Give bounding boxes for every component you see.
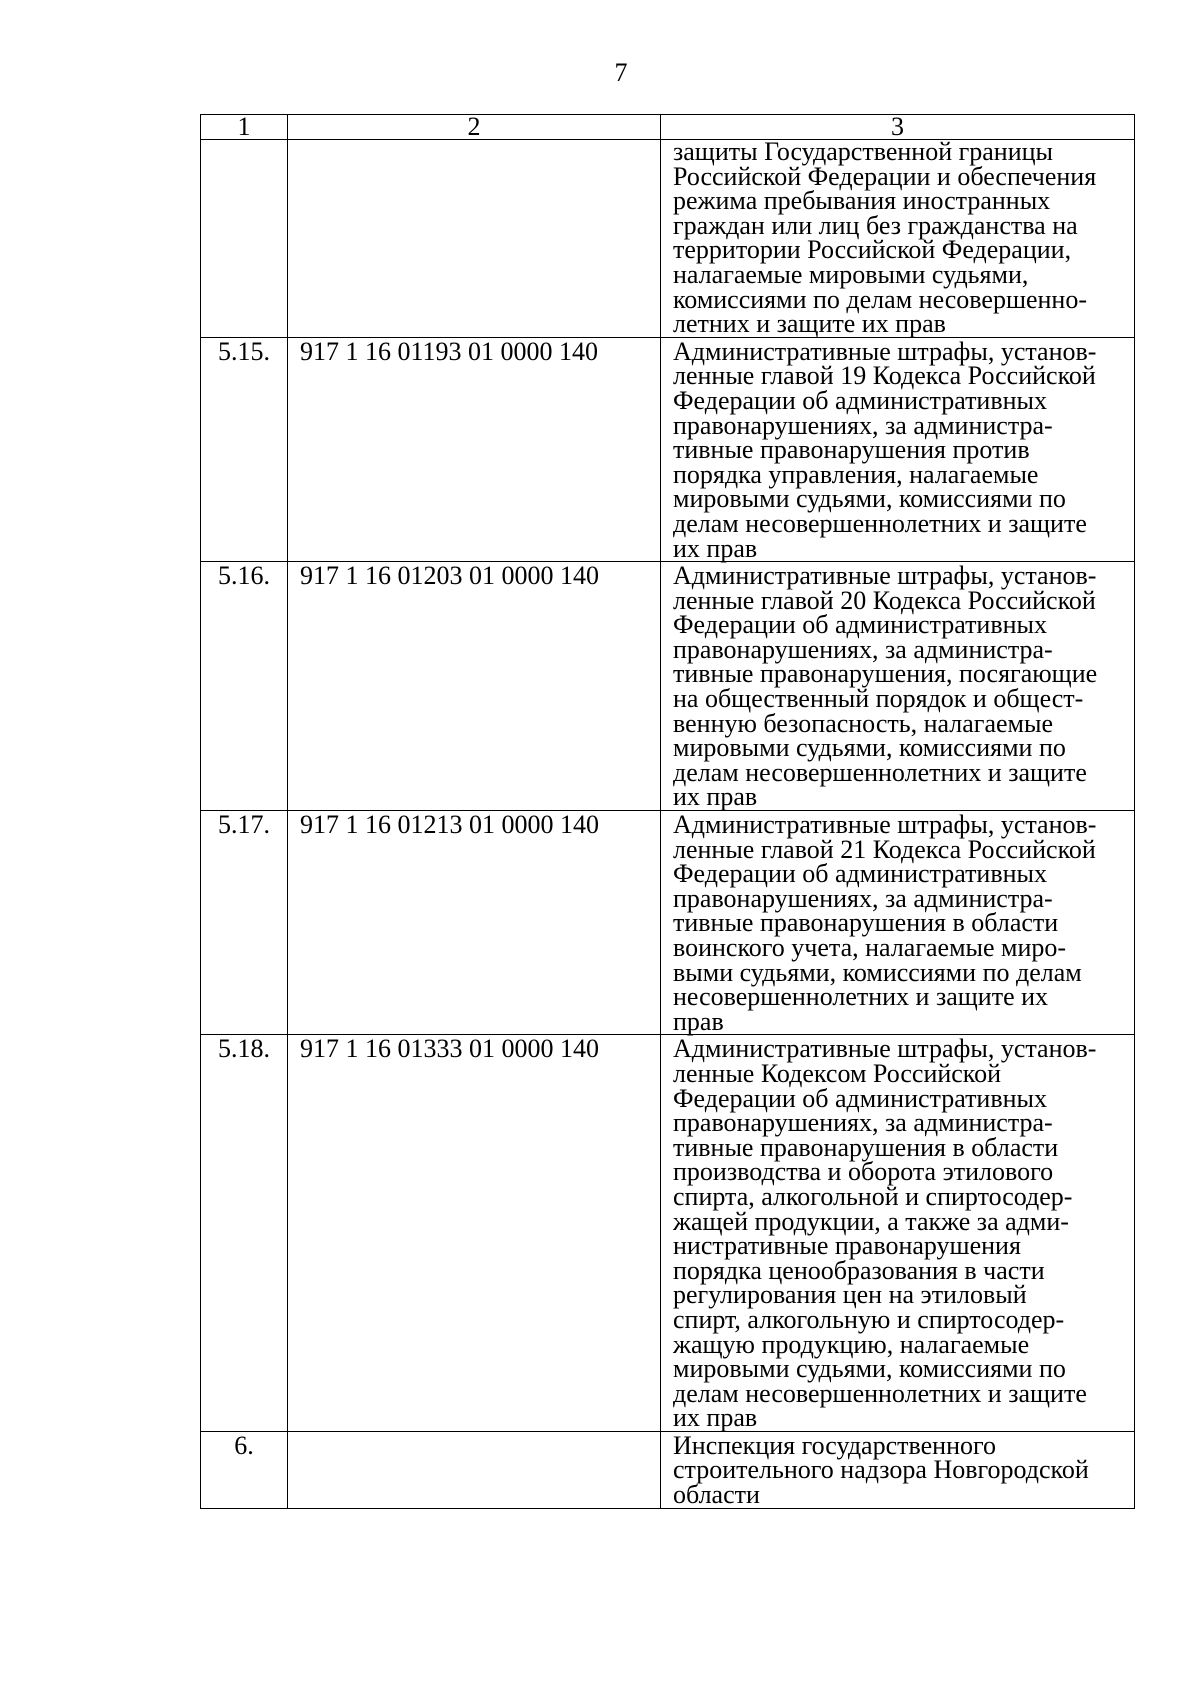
page-number: 7 (614, 58, 628, 87)
description-line: области (673, 1480, 760, 1510)
row-description (661, 562, 1135, 811)
description-line: ленные главой 19 Кодекса Российской (673, 361, 1096, 391)
row-number: 6. (201, 1431, 288, 1508)
description-line: правонарушениях, за администра- (673, 634, 1053, 664)
description-line: регулирования цен на этиловый (673, 1280, 1027, 1310)
description-line: порядка управления, налагаемые (673, 459, 1039, 489)
description-line: Административные штрафы, установ- (673, 561, 1097, 591)
table-row (201, 337, 1135, 561)
description-line: ленные главой 21 Кодекса Российской (673, 834, 1096, 864)
budget-code: 917 1 16 01333 01 0000 140 (288, 1035, 661, 1432)
description-line: делам несовершеннолетних и защите (673, 508, 1087, 538)
description-line: Федерации об административных (673, 610, 1048, 640)
description-line: летних и защите их прав (673, 309, 946, 339)
description-line: правонарушениях, за администра- (673, 1108, 1053, 1138)
table-row (201, 1431, 1135, 1508)
description-line: тивные правонарушения, посягающие (673, 659, 1098, 689)
budget-code (288, 140, 661, 338)
description-line: спирт, алкогольную и спиртосодер- (673, 1304, 1065, 1334)
table-row (201, 811, 1135, 1035)
description-line: мировыми судьями, комиссиями по (673, 484, 1066, 514)
row-description (661, 1035, 1135, 1432)
header-cell-3: 3 (661, 115, 1135, 140)
description-line: порядка ценообразования в части (673, 1255, 1045, 1285)
description-line: мировыми судьями, комиссиями по (673, 1354, 1066, 1384)
table-row (201, 1035, 1135, 1432)
row-number: 5.17. (201, 811, 288, 1035)
row-number: 5.15. (201, 337, 288, 561)
description-line: правонарушениях, за администра- (673, 883, 1053, 913)
description-line: Федерации об административных (673, 859, 1048, 889)
description-line: производства и оборота этилового (673, 1157, 1054, 1187)
description-line: несовершеннолетних и защите их (673, 982, 1049, 1012)
description-line: тивные правонарушения против (673, 435, 1030, 465)
description-line: спирта, алкогольной и спиртосодер- (673, 1181, 1073, 1211)
header-cell-2: 2 (288, 115, 661, 140)
budget-code: 917 1 16 01193 01 0000 140 (288, 337, 661, 561)
description-line: их прав (673, 1403, 758, 1433)
row-description (661, 1431, 1135, 1508)
description-line: Административные штрафы, установ- (673, 810, 1097, 840)
row-description (661, 811, 1135, 1035)
description-line: Инспекция государственного (673, 1430, 997, 1460)
description-line: Российской Федерации и обеспечения (673, 161, 1097, 191)
description-line: ленные главой 20 Кодекса Российской (673, 585, 1096, 615)
description-line: правонарушениях, за администра- (673, 410, 1053, 440)
description-line: мировыми судьями, комиссиями по (673, 733, 1066, 763)
budget-codes-table (200, 114, 1135, 1509)
description-line: их прав (673, 533, 758, 563)
description-line: защиты Государственной границы (673, 137, 1054, 166)
table-header-row (201, 115, 1135, 140)
header-cell-1: 1 (201, 115, 288, 140)
description-line: их прав (673, 782, 758, 812)
description-line: выми судьями, комиссиями по делам (673, 957, 1082, 987)
description-line: тивные правонарушения в области (673, 908, 1059, 938)
description-line: делам несовершеннолетних и защите (673, 1378, 1087, 1408)
description-line: Административные штрафы, установ- (673, 336, 1097, 366)
row-description (661, 137, 1135, 339)
description-line: на общественный порядок и общест- (673, 684, 1084, 714)
budget-code: 917 1 16 01213 01 0000 140 (288, 811, 661, 1035)
row-description (661, 337, 1135, 561)
row-number: 5.16. (201, 562, 288, 811)
row-number: 5.18. (201, 1035, 288, 1432)
description-line: прав (673, 1006, 724, 1036)
description-line: налагаемые мировыми судьями, (673, 259, 1029, 289)
description-line: жащей продукции, а также за адми- (673, 1206, 1069, 1236)
description-line: территории Российской Федерации, (673, 235, 1072, 265)
description-line: венную безопасность, налагаемые (673, 708, 1053, 738)
description-line: Федерации об административных (673, 385, 1048, 415)
description-line: тивные правонарушения в области (673, 1132, 1059, 1162)
table-row (201, 140, 1135, 338)
description-line: комиссиями по делам несовершенно- (673, 284, 1088, 314)
description-line: жащую продукцию, налагаемые (673, 1329, 1030, 1359)
description-line: ленные Кодексом Российской (673, 1058, 1002, 1088)
description-line: режима пребывания иностранных (673, 186, 1051, 216)
budget-code (288, 1431, 661, 1508)
description-line: граждан или лиц без гражданства на (673, 210, 1078, 240)
description-line: воинского учета, налагаемые миро- (673, 933, 1067, 962)
description-line: строительного надзора Новгородской (673, 1455, 1089, 1485)
description-line: Административные штрафы, установ- (673, 1034, 1097, 1064)
budget-code: 917 1 16 01203 01 0000 140 (288, 562, 661, 811)
table-row (201, 562, 1135, 811)
row-number (201, 140, 288, 338)
description-line: Федерации об административных (673, 1083, 1048, 1113)
description-line: нистративные правонарушения (673, 1231, 1021, 1261)
description-line: делам несовершеннолетних и защите (673, 757, 1087, 787)
